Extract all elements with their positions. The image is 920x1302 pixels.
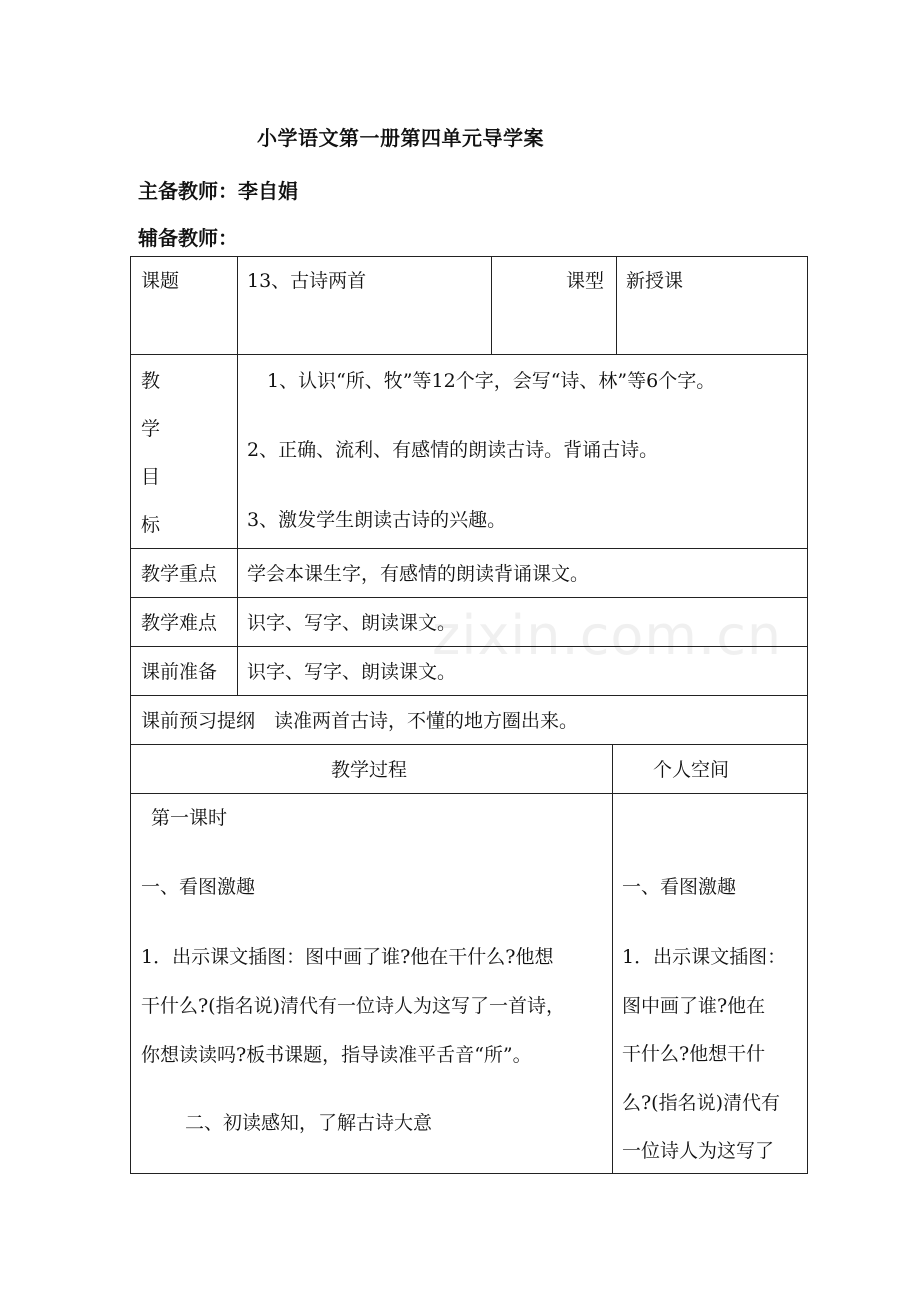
- goal-item: 3、激发学生朗读古诗的兴趣。: [247, 509, 507, 531]
- row-divider: [131, 695, 807, 696]
- personal-section-heading: 一、看图激趣: [622, 876, 737, 898]
- key-points-label: 教学重点: [141, 563, 218, 585]
- difficulties-value: 识字、写字、朗读课文。: [247, 612, 457, 634]
- goals-label-char: 学: [141, 418, 161, 440]
- lesson-period: 第一课时: [151, 807, 228, 829]
- row-divider: [131, 744, 807, 745]
- row-divider: [131, 354, 807, 355]
- row-divider: [131, 793, 807, 794]
- goals-label-char: 教: [141, 370, 161, 392]
- type-value: 新授课: [626, 270, 684, 292]
- topic-label: 课题: [141, 270, 180, 292]
- column-divider: [612, 744, 613, 1173]
- goals-label-char: 标: [141, 514, 161, 536]
- personal-text-line: 1．出示课文插图：: [622, 946, 787, 968]
- personal-text-line: 干什么?他想干什: [622, 1043, 766, 1065]
- goal-item: 1、认识“所、牧”等12个字，会写“诗、林”等6个字。: [267, 370, 716, 392]
- preparation-label: 课前准备: [141, 661, 218, 683]
- lead-teacher: 主备教师：李自娟: [138, 179, 298, 203]
- page-title: 小学语文第一册第四单元导学案: [257, 126, 544, 150]
- column-divider: [237, 257, 238, 695]
- process-text-line: 1．出示课文插图：图中画了谁?他在干什么?他想: [141, 946, 554, 968]
- process-header: 教学过程: [331, 759, 408, 781]
- personal-text-line: 一位诗人为这写了: [622, 1140, 775, 1162]
- personal-text-line: 图中画了谁?他在: [622, 994, 766, 1017]
- process-text-line: 干什么?(指名说)清代有一位诗人为这写了一首诗，: [141, 995, 566, 1017]
- preview-outline: 课前预习提纲 读准两首古诗，不懂的地方圈出来。: [141, 710, 579, 732]
- goals-label: [141, 357, 181, 549]
- lesson-plan-table: [130, 256, 808, 1174]
- column-divider: [491, 257, 492, 354]
- watermark: zixin.com.cn: [432, 604, 783, 667]
- preparation-value: 识字、写字、朗读课文。: [247, 661, 457, 683]
- process-section-heading: 二、初读感知，了解古诗大意: [185, 1112, 433, 1134]
- personal-text-line: 么?(指名说)清代有: [622, 1091, 781, 1114]
- goal-item: 2、正确、流利、有感情的朗读古诗。背诵古诗。: [247, 439, 659, 461]
- difficulties-label: 教学难点: [141, 612, 218, 634]
- key-points-value: 学会本课生字，有感情的朗读背诵课文。: [247, 563, 590, 585]
- process-section-heading: 一、看图激趣: [141, 876, 256, 898]
- row-divider: [131, 597, 807, 598]
- column-divider: [616, 257, 617, 354]
- process-text-line: 你想读读吗?板书课题，指导读准平舌音“所”。: [141, 1044, 532, 1066]
- row-divider: [131, 548, 807, 549]
- type-label: 课型: [566, 270, 605, 292]
- personal-notes: [622, 933, 798, 1176]
- personal-header: 个人空间: [653, 759, 730, 781]
- goals-label-char: 目: [141, 466, 161, 488]
- topic-value: 13、古诗两首: [247, 270, 367, 292]
- assistant-teacher: 辅备教师：: [138, 226, 238, 250]
- row-divider: [131, 646, 807, 647]
